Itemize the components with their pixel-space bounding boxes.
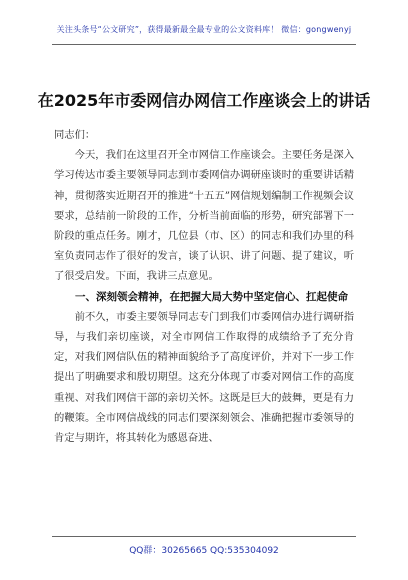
- footer-divider: [52, 536, 356, 537]
- header-note: 关注头条号“公文研究”，获得最新最全最专业的公文资料库！ 微信：gongwenyj: [56, 25, 352, 34]
- header-divider: [52, 44, 356, 45]
- page-title: 在2025年市委网信办网信工作座谈会上的讲话: [37, 91, 371, 110]
- salutation: 同志们：: [54, 129, 96, 141]
- section-heading-1: 一、深刻领会精神，在把握大局大势中坚定信心、扛起使命: [75, 290, 348, 303]
- document-body: [54, 125, 354, 448]
- footer-note: QQ群：30265665 QQ:535304092: [129, 546, 279, 556]
- paragraph-intro: 今天，我们在这里召开全市网信工作座谈会。主要任务是深入学习传达市委主要领导同志到市委网信办调研座谈时的重要讲话精神，贯彻落实近期召开的推进“十五五”网信规划编制工作视频会议要求，总结前一阶段的工作，分析当前面临的形势，研究部署下一阶段的重点任务。刚才，几位县（市、区）的同志和我们办里的科室负责同志作了很好的发言，谈了认识、讲了问题、提了建议，听了很受启发。下面，我讲三点意见。: [54, 149, 354, 283]
- paragraph-section-1: 前不久，市委主要领导同志专门到我们市委网信办进行调研指导，与我们亲切座谈，对全市网信工作取得的成绩给予了充分肯定，对我们网信队伍的精神面貌给予了高度评价，并对下一步工作提出了明确要求和殷切期望。这充分体现了市委对网信工作的高度重视、对我们网信干部的亲切关怀。这既是巨大的鼓舞，更是有力的鞭策。全市网信战线的同志们要深刻领会、准确把握市委领导的肯定与期许，将其转化为感恩奋进、: [54, 310, 354, 445]
